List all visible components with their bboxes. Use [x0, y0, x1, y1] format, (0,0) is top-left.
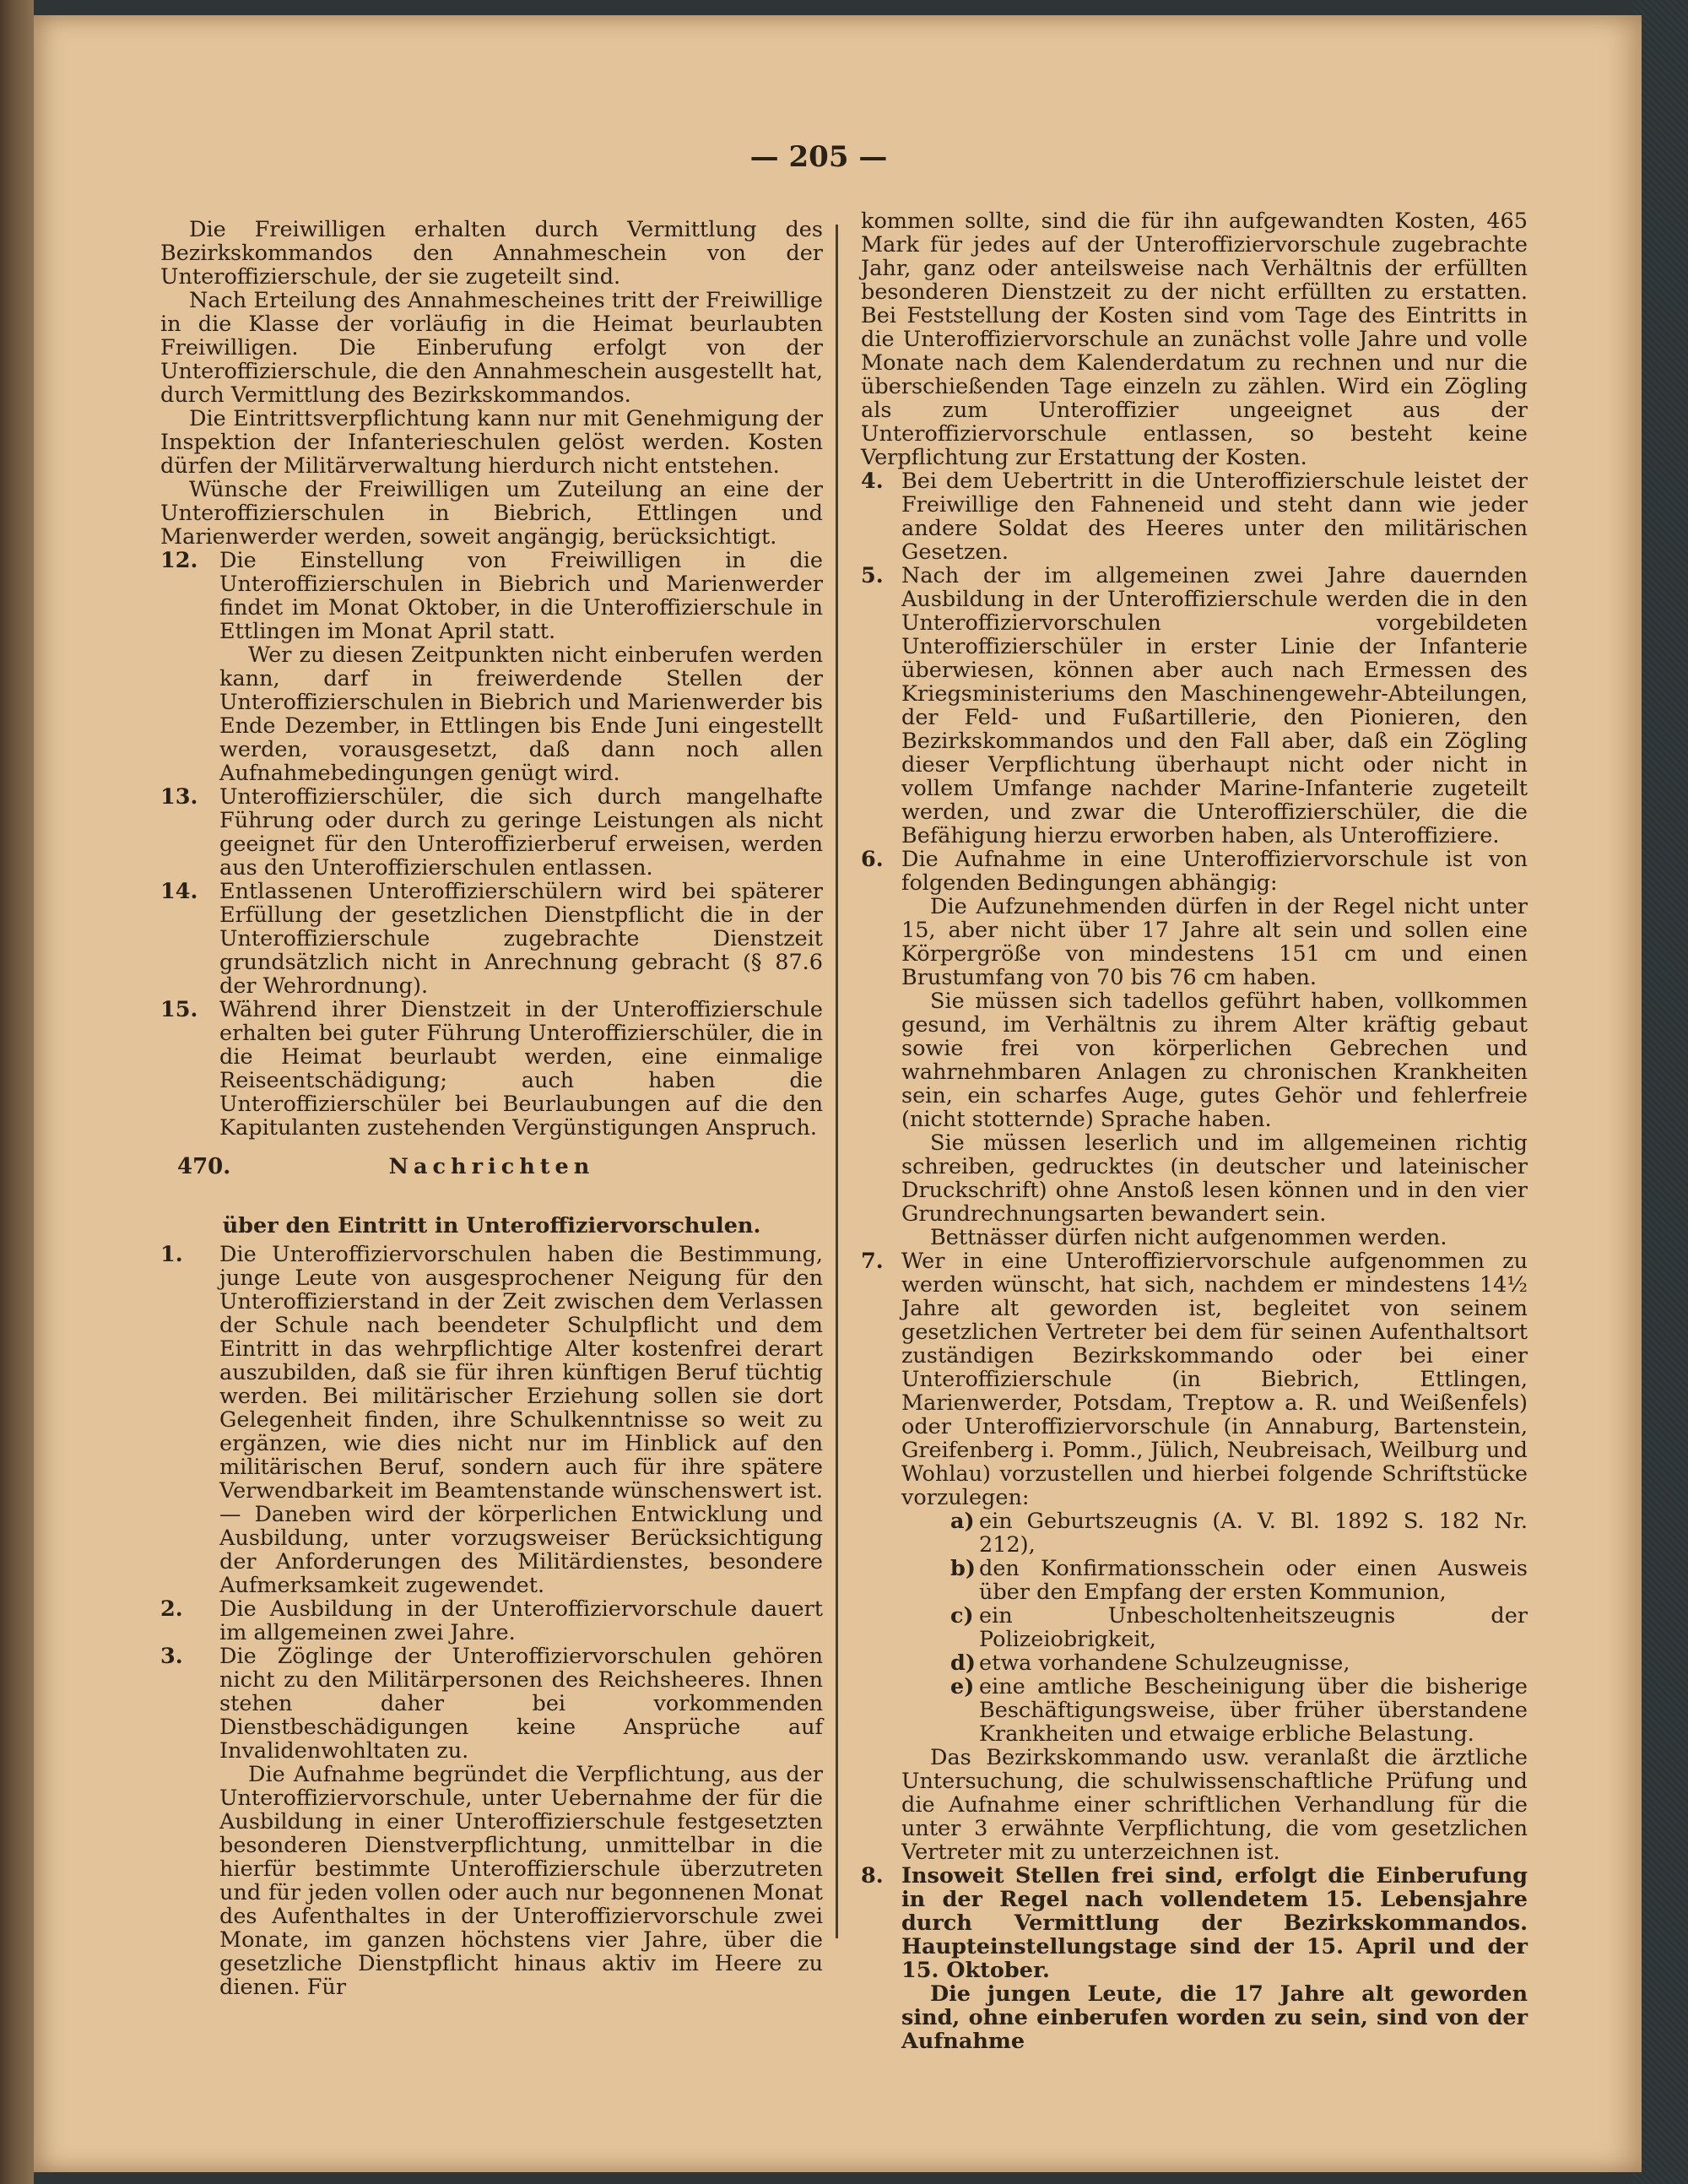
paragraph: Insoweit Stellen frei sind, erfolgt die Einberufung in der Regel nach vollendetem 15. Lebensjahre durch Vermittlung der Bezirkskommandos. Haupteinstellungstage sind der 15. April und der 15. Oktober.: [901, 1863, 1528, 1983]
numbered-item-15: [160, 998, 823, 1140]
item-number: 14.: [160, 879, 198, 904]
section-heading: [160, 1155, 823, 1214]
numbered-item-3: [160, 1645, 823, 1999]
document-page: [34, 15, 1642, 2172]
paragraph: Wünsche der Freiwilligen um Zuteilung an eine der Unteroffizierschulen in Biebrich, Ettlingen und Marienwerder werden, soweit angängig, berücksichtigt.: [160, 477, 823, 550]
left-column: [160, 218, 823, 1999]
numbered-item-6: [861, 848, 1528, 1249]
list-item: [901, 1604, 1528, 1651]
right-column: [861, 209, 1528, 2053]
numbered-item-8: [861, 1864, 1528, 2053]
paragraph: Die Freiwilligen erhalten durch Vermittlung des Bezirkskommandos den Annahmeschein von der Unteroffizierschule, der sie zugeteilt sind.: [160, 217, 823, 290]
numbered-item-13: [160, 785, 823, 880]
numbered-item-1: [160, 1243, 823, 1597]
section-title: Nachrichten: [388, 1154, 595, 1179]
numbered-item-2: [160, 1597, 823, 1645]
paragraph: Sie müssen leserlich und im allgemeinen richtig schreiben, gedrucktes (in deutscher und lateinischer Druckschrift) ohne Anstoß lesen können und in den vier Grundrechnungsarten bewandert sein.: [901, 1130, 1528, 1227]
item-number: 5.: [861, 563, 884, 588]
item-number: 2.: [160, 1596, 183, 1622]
paragraph: Unteroffizierschüler, die sich durch mangelhafte Führung oder durch zu geringe Leistungen als nicht geeignet für den Unteroffizierberuf erweisen, werden aus den Unteroffizierschulen entlassen.: [219, 784, 823, 881]
paragraph: kommen sollte, sind die für ihn aufgewandten Kosten, 465 Mark für jedes auf der Unteroffiziervorschule zugebrachte Jahr, ganz oder anteilsweise nach Verhältnis der erfüllten besonderen Dienstzeit zu der nicht erfüllten zu erstatten. Bei Feststellung der Kosten sind vom Tage des Eintritts in die Unteroffiziervorschule an zunächst volle Jahre und volle Monate nach dem Kalenderdatum zu rechnen und nur die überschießenden Tage einzeln zu zählen. Wird ein Zögling als zum Unteroffizier ungeeignet aus der Unteroffiziervorschule entlassen, so besteht keine Verpflichtung zur Erstattung der Kosten.: [861, 209, 1528, 470]
paragraph: Während ihrer Dienstzeit in der Unteroffizierschule erhalten bei guter Führung Unteroffizierschüler, die in die Heimat beurlaubt werden, eine einmalige Reiseentschädigung; auch haben die Unteroffizierschüler bei Beurlaubungen auf die den Kapitulanten zustehenden Vergünstigungen Anspruch.: [219, 997, 823, 1141]
paragraph: Die Ausbildung in der Unteroffiziervorschule dauert im allgemeinen zwei Jahre.: [219, 1596, 823, 1645]
column-divider: [836, 225, 838, 1938]
item-number: 4.: [861, 469, 884, 494]
item-number: 6.: [861, 847, 884, 872]
paragraph: Nach Erteilung des Annahmescheines tritt der Freiwillige in die Klasse der vorläufig in die Heimat beurlaubten Freiwilligen. Die Einberufung erfolgt von der Unteroffizierschule, die den Annahmeschein ausgestellt hat, durch Vermittlung des Bezirkskommandos.: [160, 288, 823, 408]
paragraph: Die Aufnahme in eine Unteroffiziervorschule ist von folgenden Bedingungen abhängig:: [901, 847, 1528, 896]
item-number: 15.: [160, 997, 198, 1022]
numbered-item-14: [160, 880, 823, 998]
numbered-item-5: [861, 564, 1528, 848]
paragraph: Bettnässer dürfen nicht aufgenommen werden.: [930, 1225, 1447, 1250]
sub-letter: b): [950, 1556, 976, 1581]
list-item: [901, 1557, 1528, 1604]
item-number: 12.: [160, 548, 198, 573]
numbered-item-4: [861, 469, 1528, 564]
paragraph: Die Einstellung von Freiwilligen in die Unteroffizierschulen in Biebrich und Marienwerder findet im Monat Oktober, in die Unteroffizierschule in Ettlingen im Monat April statt.: [219, 548, 823, 644]
paragraph: Bei dem Uebertritt in die Unteroffizierschule leistet der Freiwillige den Fahneneid und steht dann wie jeder andere Soldat des Heeres unter den militärischen Gesetzen.: [901, 469, 1528, 565]
item-number: 8.: [861, 1863, 884, 1889]
paragraph: Die Zöglinge der Unteroffiziervorschulen gehören nicht zu den Militärpersonen des Reichsheeres. Ihnen stehen daher bei vorkommenden Dienstbeschädigungen keine Ansprüche auf Invalidenwohltaten zu.: [219, 1644, 823, 1764]
list-item: [901, 1675, 1528, 1746]
sub-letter: a): [950, 1509, 975, 1534]
list-item: [901, 1651, 1528, 1675]
numbered-item-12: [160, 549, 823, 785]
section-number: 470.: [177, 1154, 231, 1179]
paragraph: Nach der im allgemeinen zwei Jahre dauernden Ausbildung in der Unteroffizierschule werden die in den Unteroffiziervorschulen vorgebildeten Unteroffizierschüler in erster Linie der Infanterie überwiesen, können aber auch nach Ermessen des Kriegsministeriums den Maschinengewehr-Abteilungen, der Feld- und Fußartillerie, den Pionieren, den Bezirkskommandos und den Fall aber, daß ein Zögling dieser Verpflichtung überhaupt nicht oder nicht in vollem Umfange nachder Marine-Infanterie zugeteilt werden, und zwar die Unteroffizierschüler, die die Befähigung hierzu erworben haben, als Unteroffiziere.: [901, 563, 1528, 848]
paragraph: Die jungen Leute, die 17 Jahre alt geworden sind, ohne einberufen worden zu sein, sind von der Aufnahme: [901, 1981, 1528, 2054]
item-number: 1.: [160, 1242, 183, 1267]
sub-text: ein Unbescholtenheitszeugnis der Polizeiobrigkeit,: [979, 1603, 1528, 1652]
paragraph: Die Aufnahme begründet die Verpflichtung, aus der Unteroffiziervorschule, unter Uebernahme der für die Ausbildung in einer Unteroffizierschule festgesetzten besonderen Dienstverpflichtung, unmittelbar in die hierfür bestimmte Unteroffizierschule überzutreten und für jeden vollen oder auch nur begonnenen Monat des Aufenthaltes in der Unteroffiziervorschule zwei Monate, im ganzen höchstens vier Jahre, über die gesetzliche Dienstpflicht hinaus aktiv im Heere zu dienen. Für: [219, 1762, 823, 2000]
paragraph: Die Eintrittsverpflichtung kann nur mit Genehmigung der Inspektion der Infanterieschulen gelöst werden. Kosten dürfen der Militärverwaltung hierdurch nicht entstehen.: [160, 406, 823, 479]
book-binding: [0, 0, 34, 2184]
item-number: 13.: [160, 784, 198, 810]
list-item: [901, 1509, 1528, 1557]
sub-letter: e): [950, 1674, 975, 1699]
sub-text: eine amtliche Bescheinigung über die bisherige Beschäftigungsweise, über früher überstandene Krankheiten und etwaige erbliche Belastung.: [979, 1674, 1528, 1747]
numbered-item-7: [861, 1249, 1528, 1864]
sub-letter: d): [950, 1650, 976, 1676]
section-subtitle: über den Eintritt in Unteroffiziervorschulen.: [222, 1213, 761, 1238]
sub-text: etwa vorhandene Schulzeugnisse,: [979, 1650, 1350, 1676]
paragraph: Das Bezirkskommando usw. veranlaßt die ärztliche Untersuchung, die schulwissenschaftliche Prüfung und die Aufnahme einer schriftlichen Verhandlung für die unter 3 erwähnte Verpflichtung, die vom gesetzlichen Vertreter mit zu unterzeichnen ist.: [901, 1745, 1528, 1865]
paragraph: Sie müssen sich tadellos geführt haben, vollkommen gesund, im Verhältnis zu ihrem Alter kräftig gebaut sowie frei von körperlichen Gebrechen und wahrnehmbaren Anlagen zu chronischen Krankheiten sein, ein scharfes Auge, gutes Gehör und fehlerfreie (nicht stotternde) Sprache haben.: [901, 989, 1528, 1132]
page-number: — 205 —: [749, 140, 888, 174]
paragraph: Wer in eine Unteroffiziervorschule aufgenommen zu werden wünscht, hat sich, nachdem er mindestens 14½ Jahre alt geworden ist, begleitet von seinem gesetzlichen Vertreter bei dem für seinen Aufenthaltsort zuständigen Bezirkskommando oder bei einer Unteroffizierschule (in Biebrich, Ettlingen, Marienwerder, Potsdam, Treptow a. R. und Weißenfels) oder Unteroffiziervorschule (in Annaburg, Bartenstein, Greifenberg i. Pomm., Jülich, Neubreisach, Weilburg und Wohlau) vorzustellen und hierbei folgende Schriftstücke vorzulegen:: [901, 1249, 1528, 1510]
sub-text: den Konfirmationsschein oder einen Ausweis über den Empfang der ersten Kommunion,: [979, 1556, 1528, 1605]
paragraph: Die Unteroffiziervorschulen haben die Bestimmung, junge Leute von ausgesprochener Neigung für den Unteroffizierstand in der Zeit zwischen dem Verlassen der Schule nach beendeter Schulpflicht und dem Eintritt in das wehrpflichtige Alter kostenfrei derart auszubilden, daß sie für ihren künftigen Beruf tüchtig werden. Bei militärischer Erziehung sollen sie dort Gelegenheit finden, ihre Schulkenntnisse so weit zu ergänzen, wie dies nicht nur im Hinblick auf den militärischen Beruf, sondern auch für ihre spätere Verwendbarkeit im Beamtenstande wünschenswert ist. — Daneben wird der körperlichen Entwicklung und Ausbildung, unter vorzugsweiser Berücksichtigung der Anforderungen des Militärdienstes, besondere Aufmerksamkeit zugewendet.: [219, 1242, 823, 1598]
paragraph: Wer zu diesen Zeitpunkten nicht einberufen werden kann, darf in freiwerdende Stellen der Unteroffizierschulen in Biebrich und Marienwerder bis Ende Dezember, in Ettlingen bis Ende Juni eingestellt werden, vorausgesetzt, daß dann noch allen Aufnahmebedingungen genügt wird.: [219, 642, 823, 786]
sub-letter: c): [950, 1603, 974, 1629]
item-number: 3.: [160, 1644, 183, 1669]
paragraph: Entlassenen Unteroffizierschülern wird bei späterer Erfüllung der gesetzlichen Dienstpflicht die in der Unteroffizierschule zugebrachte Dienstzeit grundsätzlich nicht in Anrechnung gebracht (§ 87.6 der Wehrordnung).: [219, 879, 823, 999]
sub-text: ein Geburtszeugnis (A. V. Bl. 1892 S. 182 Nr. 212),: [979, 1509, 1528, 1558]
paragraph: Die Aufzunehmenden dürfen in der Regel nicht unter 15, aber nicht über 17 Jahre alt sein und sollen eine Körpergröße von mindestens 151 cm und einen Brustumfang von 70 bis 76 cm haben.: [901, 894, 1528, 990]
item-number: 7.: [861, 1249, 884, 1274]
